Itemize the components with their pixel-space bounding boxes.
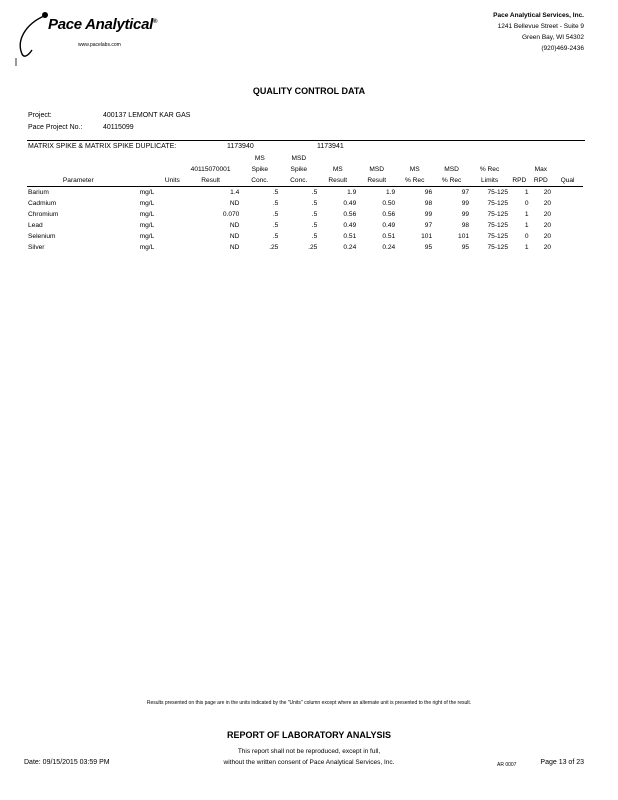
cell-result: 1.4 [230,189,240,196]
cell-qual [552,209,583,220]
cell-result: ND [229,222,240,229]
col-max-rpd-line2: RPD [533,177,548,184]
cell-ms-result: 0.24 [343,244,357,251]
cell-ms-result: 0.56 [343,211,357,218]
col-ms-result-line1: MS [332,166,343,173]
cell-parameter: Chromium [28,211,59,218]
cell-rpd: 1 [524,211,529,218]
cell-ms-spike-conc: .25 [269,244,279,251]
col-parameter: Parameter [62,177,94,184]
cell-msd-result: 1.9 [386,189,396,196]
report-code: AR 0007 [497,762,517,768]
cell-msd-spike-conc: .5 [311,222,318,229]
cell-ms-rec: 95 [424,244,433,251]
table-row [27,198,583,209]
cell-msd-rec: 101 [458,233,470,240]
col-msd-result-line1: MSD [369,166,385,173]
cell-parameter: Barium [28,189,49,196]
cell-msd-result: 0.56 [382,211,396,218]
col-msd-result-line2: Result [367,177,387,184]
cell-result: ND [229,233,240,240]
matrix-spike-label: MATRIX SPIKE & MATRIX SPIKE DUPLICATE: [28,143,177,150]
cell-msd-rec: 99 [461,200,470,207]
report-title: REPORT OF LABORATORY ANALYSIS [226,730,392,740]
cell-units: mg/L [139,211,155,218]
cell-rec-limits: 75-125 [487,200,509,207]
table-row [27,220,583,231]
col-ms-result-line2: Result [328,177,348,184]
cell-rpd: 0 [524,233,529,240]
cell-ms-spike-conc: .5 [272,200,279,207]
report-note-1: This report shall not be reproduced, except in full, [237,748,381,755]
report-note-2: without the written consent of Pace Analytical Services, Inc. [223,759,395,766]
cell-rec-limits: 75-125 [487,189,509,196]
cell-msd-result: 0.51 [382,233,396,240]
cell-msd-result: 0.24 [382,244,396,251]
cell-ms-spike-conc: .5 [272,222,279,229]
cell-msd-spike-conc: .5 [311,200,318,207]
page-title: QUALITY CONTROL DATA [252,86,366,96]
cell-ms-result: 1.9 [347,189,357,196]
cell-rec-limits: 75-125 [487,233,509,240]
cell-qual [552,231,583,242]
cell-msd-result: 0.49 [382,222,396,229]
cell-ms-rec: 101 [421,233,433,240]
cell-msd-spike-conc: .5 [311,211,318,218]
cell-qual [552,187,583,199]
col-limits-line1: % Rec [479,166,500,173]
cell-max-rpd: 20 [543,244,552,251]
company-phone: (920)469-2436 [541,45,584,52]
col-rpd: RPD [512,177,527,184]
col-msd-rec-line1: MSD [444,166,459,173]
col-msd-rec-line2: % Rec [441,177,462,184]
cell-units: mg/L [139,244,155,251]
cell-ms-rec: 98 [424,200,433,207]
cell-ms-rec: 99 [424,211,433,218]
company-url: www.pacelabs.com [78,42,121,48]
cell-msd-rec: 99 [461,211,470,218]
company-street: 1241 Bellevue Street - Suite 9 [497,23,584,30]
col-msd-spike-line2: Spike [290,166,308,173]
cell-units: mg/L [139,189,155,196]
cell-ms-spike-conc: .5 [272,189,279,196]
col-msd-spike-line1: MSD [291,155,307,162]
qc-table-body [27,187,583,254]
cell-parameter: Cadmium [28,200,57,207]
msd-sample-id: 1173941 [317,143,344,150]
units-footnote: Results presented on this page are in the units indicated by the "Units" column except where an alternate unit is presented to the right of the result. [146,700,472,706]
cell-result: ND [229,200,240,207]
cell-msd-spike-conc: .5 [311,233,318,240]
page-number: Page 13 of 23 [540,759,584,766]
cell-qual [552,220,583,231]
col-sample-id: 40115070001 [190,166,231,173]
cell-msd-spike-conc: .5 [311,189,318,196]
col-ms-spike-line3: Conc. [251,177,269,184]
company-logo: Pace Analytical® [48,16,158,33]
cell-ms-rec: 96 [424,189,433,196]
cell-msd-result: 0.50 [382,200,396,207]
project-value: 400137 LEMONT KAR GAS [103,112,191,119]
cell-max-rpd: 20 [543,200,552,207]
cell-max-rpd: 20 [543,233,552,240]
cell-rpd: 1 [524,222,529,229]
report-date: Date: 09/15/2015 03:59 PM [24,759,110,766]
cell-result: ND [229,244,240,251]
cell-ms-spike-conc: .5 [272,233,279,240]
cell-parameter: Lead [28,222,43,229]
pace-project-value: 40115099 [103,124,134,131]
cell-qual [552,198,583,209]
col-ms-rec-line2: % Rec [404,177,425,184]
cell-msd-rec: 97 [461,189,470,196]
cell-parameter: Selenium [28,233,56,240]
table-row [27,231,583,242]
cell-rec-limits: 75-125 [487,211,509,218]
col-ms-rec-line1: MS [409,166,420,173]
cell-max-rpd: 20 [543,189,552,196]
col-limits-line2: Limits [480,177,499,184]
cell-rpd: 1 [524,244,529,251]
company-name: Pace Analytical Services, Inc. [493,12,584,19]
table-row [27,187,583,199]
cell-ms-result: 0.49 [343,222,357,229]
cell-qual [552,242,583,253]
company-city: Green Bay, WI 54302 [521,34,584,41]
cell-max-rpd: 20 [543,211,552,218]
col-qual: Qual [560,177,575,184]
col-ms-spike-line2: Spike [251,166,269,173]
cell-msd-rec: 95 [461,244,470,251]
cell-units: mg/L [139,233,155,240]
project-label: Project: [28,112,52,119]
cell-parameter: Silver [28,244,45,251]
ms-sample-id: 1173940 [227,143,254,150]
qc-table-header [27,153,583,187]
cell-rec-limits: 75-125 [487,222,509,229]
cell-msd-spike-conc: .25 [308,244,318,251]
cell-units: mg/L [139,200,155,207]
qc-table [27,153,583,253]
cell-units: mg/L [139,222,155,229]
cell-ms-rec: 97 [424,222,433,229]
cell-msd-rec: 98 [461,222,470,229]
cell-rpd: 0 [524,200,529,207]
col-msd-spike-line3: Conc. [290,177,308,184]
cell-rpd: 1 [524,189,529,196]
cell-rec-limits: 75-125 [487,244,509,251]
cell-ms-result: 0.49 [343,200,357,207]
col-units: Units [164,177,180,184]
cell-ms-result: 0.51 [343,233,357,240]
divider [27,140,585,141]
pace-project-label: Pace Project No.: [28,124,83,131]
cell-result: 0.070 [222,211,240,218]
cell-max-rpd: 20 [543,222,552,229]
cell-ms-spike-conc: .5 [272,211,279,218]
col-ms-spike-line1: MS [254,155,265,162]
col-result: Result [201,177,220,184]
table-row [27,242,583,253]
table-row [27,209,583,220]
col-max-rpd-line1: Max [534,166,548,173]
